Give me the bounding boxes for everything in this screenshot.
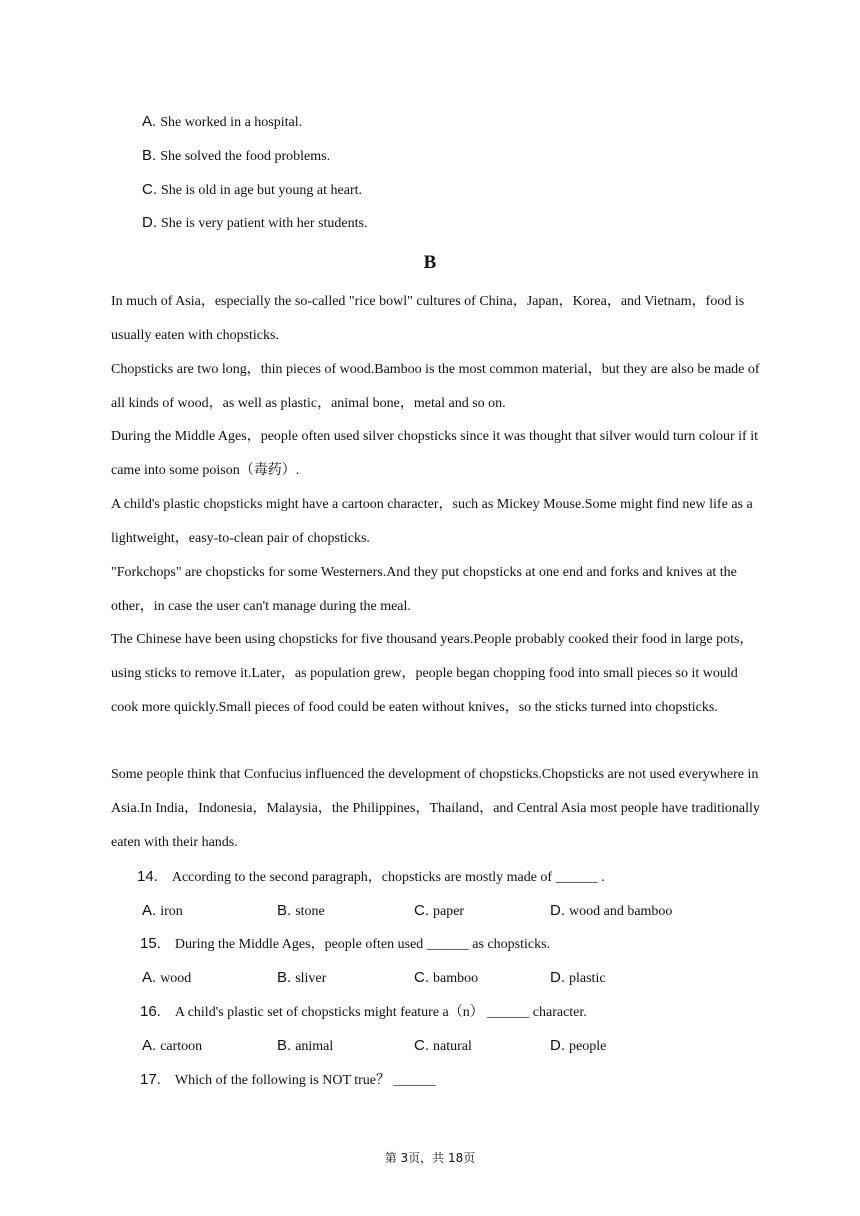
option-text: stone <box>295 904 325 919</box>
option-c[interactable] <box>414 969 478 987</box>
option-letter: B. <box>142 147 157 164</box>
option-letter: B. <box>277 1037 292 1054</box>
question-text: A child's plastic set of chopsticks might feature a（n） ______ character. <box>174 1005 587 1020</box>
option-text: animal <box>295 1039 334 1054</box>
option-d[interactable] <box>550 1037 606 1055</box>
question-number: 15. <box>140 935 161 952</box>
question-14 <box>137 868 605 887</box>
option-a[interactable] <box>142 1037 202 1055</box>
option-text: sliver <box>295 971 327 986</box>
option-letter: A. <box>142 902 157 919</box>
option-b[interactable] <box>277 902 325 920</box>
question-number: 14. <box>137 868 158 885</box>
option-text: natural <box>433 1039 472 1054</box>
section-title: B <box>423 252 437 273</box>
option-d[interactable] <box>550 902 672 920</box>
option-text: people <box>569 1039 607 1054</box>
passage-paragraph-2: Chopsticks are two long，thin pieces of wood.Bamboo is the most common material，but they are also be made of all kinds of wood，as well as plastic，animal bone，metal and so on. <box>111 362 760 411</box>
option-letter: D. <box>142 214 157 231</box>
option-b[interactable] <box>277 1037 333 1055</box>
option-text: wood <box>160 971 192 986</box>
option-letter: D. <box>550 902 565 919</box>
option-c[interactable] <box>414 902 464 920</box>
passage-paragraph-3: During the Middle Ages，people often used silver chopsticks since it was thought that silver would turn colour if it came into some poison（毒药）. <box>111 429 759 478</box>
option-letter: B. <box>277 969 292 986</box>
passage-paragraph-5: "Forkchops" are chopsticks for some Westerners.And they put chopsticks at one end and forks and knives at the other，in case the user can't manage during the meal. <box>111 565 737 614</box>
question-16 <box>140 1003 587 1022</box>
question-17 <box>140 1071 436 1090</box>
prev-option-b <box>142 147 330 166</box>
passage-paragraph-7: Some people think that Confucius influenced the development of chopsticks.Chopsticks are not used everywhere in Asia.In India，Indonesia，Malaysia，the Philippines，Thailand，and Central Asia most people have traditionally eaten with their hands. <box>111 767 760 850</box>
question-text: According to the second paragraph，chopsticks are mostly made of ______ . <box>171 870 605 885</box>
passage-paragraph-1: In much of Asia，especially the so-called "rice bowl" cultures of China，Japan，Korea，and Vietnam，food is usually eaten with chopsticks. <box>111 294 745 343</box>
passage-paragraph-4: A child's plastic chopsticks might have a cartoon character，such as Mickey Mouse.Some might find new life as a lightweight，easy-to-clean pair of chopsticks. <box>111 497 753 546</box>
option-text: iron <box>160 904 183 919</box>
option-letter: B. <box>277 902 292 919</box>
option-letter: A. <box>142 113 157 130</box>
prev-option-a <box>142 113 302 132</box>
page-footer: 第 3页，共 18页 <box>384 1151 476 1165</box>
option-text: wood and bamboo <box>569 904 673 919</box>
option-letter: A. <box>142 1037 157 1054</box>
option-text: She is old in age but young at heart. <box>161 183 363 198</box>
option-letter: D. <box>550 1037 565 1054</box>
option-text: She solved the food problems. <box>160 149 331 164</box>
option-a[interactable] <box>142 969 191 987</box>
option-letter: C. <box>414 1037 429 1054</box>
passage-paragraph-6: The Chinese have been using chopsticks for five thousand years.People probably cooked their food in large pots，using sticks to remove it.Later，as population grew，people began chopping food into small pieces so it would cook more quickly.Small pieces of food could be eaten without knives，so the sticks turned into chopsticks. <box>111 632 754 715</box>
option-letter: C. <box>142 181 157 198</box>
question-text: During the Middle Ages，people often used ______ as chopsticks. <box>174 937 551 952</box>
option-letter: D. <box>550 969 565 986</box>
question-number: 17. <box>140 1071 161 1088</box>
option-letter: C. <box>414 969 429 986</box>
question-number: 16. <box>140 1003 161 1020</box>
option-d[interactable] <box>550 969 606 987</box>
question-15 <box>140 935 550 954</box>
option-text: cartoon <box>160 1039 203 1054</box>
option-b[interactable] <box>277 969 326 987</box>
prev-option-c <box>142 181 362 200</box>
option-text: bamboo <box>433 971 479 986</box>
option-text: paper <box>433 904 465 919</box>
option-a[interactable] <box>142 902 183 920</box>
option-letter: A. <box>142 969 157 986</box>
option-text: plastic <box>569 971 606 986</box>
question-text: Which of the following is NOT true？ ______ <box>174 1073 436 1088</box>
option-text: She worked in a hospital. <box>160 115 303 130</box>
option-letter: C. <box>414 902 429 919</box>
option-text: She is very patient with her students. <box>161 216 368 231</box>
option-c[interactable] <box>414 1037 472 1055</box>
prev-option-d <box>142 214 367 233</box>
